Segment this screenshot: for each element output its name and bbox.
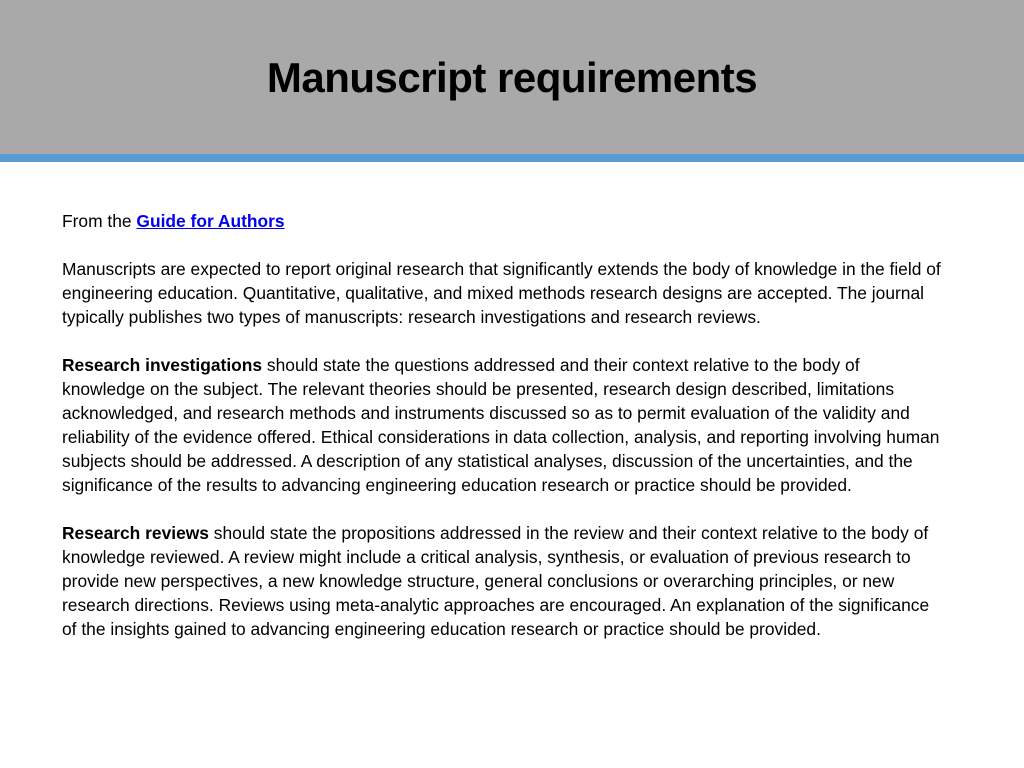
intro-paragraph: Manuscripts are expected to report original research that significantly extends the body of knowledge in the field of engineering education. Quantitative, qualitative, and mixed methods research designs are accepted. The journal typically publishes two types of manuscripts: research investigations and research reviews. — [62, 259, 941, 327]
reviews-paragraph — [62, 521, 942, 641]
source-prefix: From the — [62, 211, 137, 231]
title-banner — [0, 0, 1024, 154]
investigations-term: Research investigations — [62, 355, 263, 375]
investigations-text: should state the questions addressed and their context relative to the body of knowledge on the subject. The relevant theories should be presented, research design described, limitations acknowledged, and research methods and instruments discussed so as to permit evaluation of the validity and reliability of the evidence offered. Ethical considerations in data collection, analysis, and reporting involving human subjects should be addressed. A description of any statistical analyses, discussion of the uncertainties, and the significance of the results to advancing engineering education research or practice should be provided. — [62, 355, 940, 495]
reviews-text: should state the propositions addressed in the review and their context relative to the body of knowledge reviewed. A review might include a critical analysis, synthesis, or evaluation of previous research to provide new perspectives, a new knowledge structure, general conclusions or overarching principles, or new research directions. Reviews using meta-analytic approaches are encouraged. An explanation of the significance of the insights gained to advancing engineering education research or practice should be provided. — [62, 523, 930, 639]
guide-for-authors-link[interactable]: Guide for Authors — [136, 211, 285, 231]
slide-title: Manuscript requirements — [266, 54, 758, 101]
header-divider — [0, 154, 1024, 162]
source-line — [62, 209, 942, 233]
reviews-term: Research reviews — [62, 523, 209, 543]
slide-body — [62, 209, 942, 641]
investigations-paragraph — [62, 353, 942, 497]
